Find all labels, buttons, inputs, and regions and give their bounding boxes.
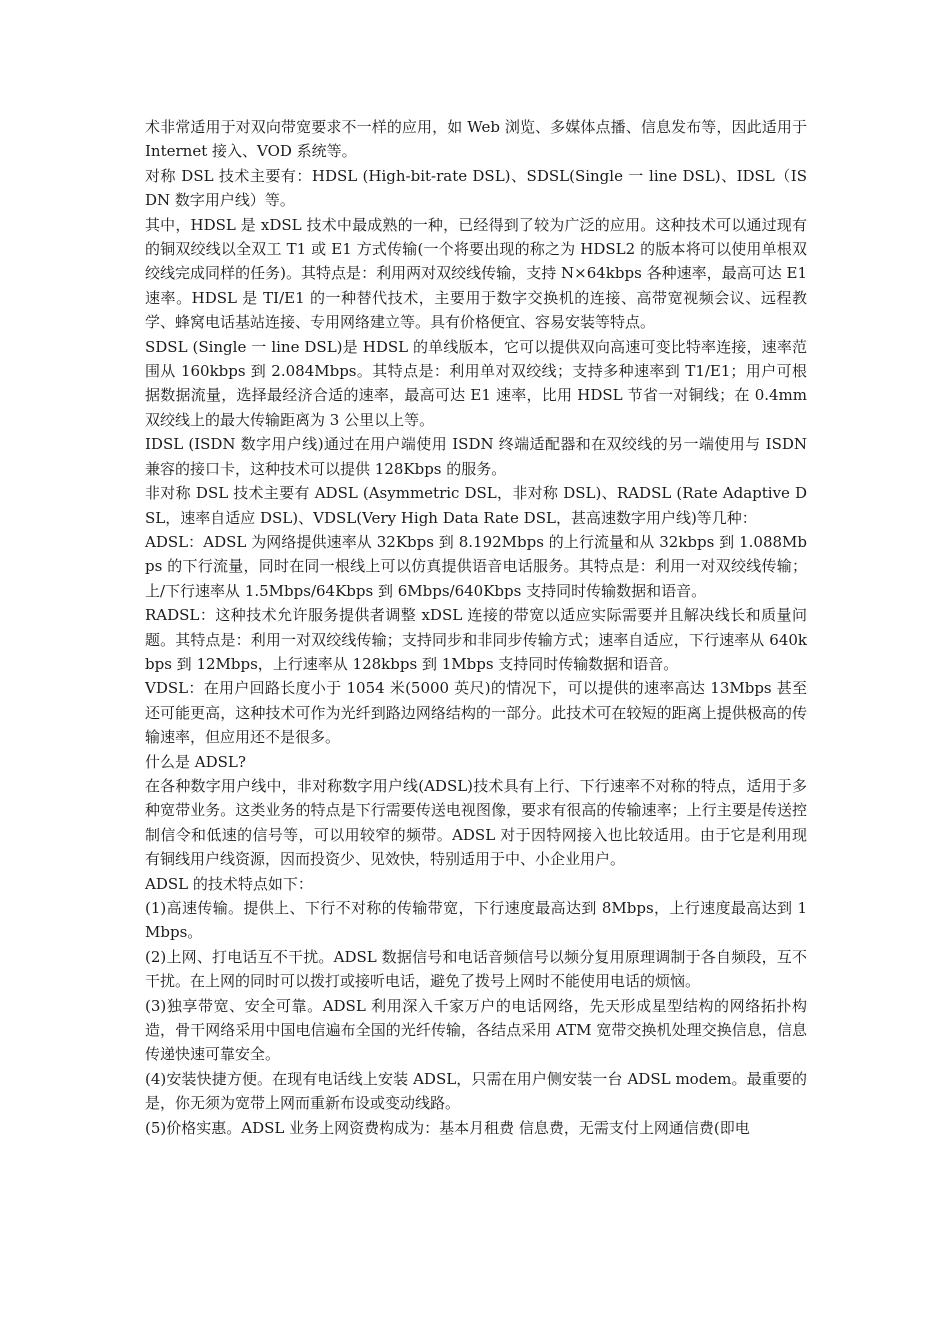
list-item-feature-2: (2)上网、打电话互不干扰。ADSL 数据信号和电话音频信号以频分复用原理调制于各自频段，互不干扰。在上网的同时可以拨打或接听电话，避免了拨号上网时不能使用电话的烦恼。 bbox=[145, 947, 807, 991]
heading-adsl-features: ADSL 的技术特点如下： bbox=[145, 874, 313, 893]
heading-what-is-adsl: 什么是 ADSL? bbox=[145, 752, 246, 771]
document-body bbox=[145, 115, 807, 1140]
paragraph-adsl-overview: 在各种数字用户线中，非对称数字用户线(ADSL)技术具有上行、下行速率不对称的特点，适用于多种宽带业务。这类业务的特点是下行需要传送电视图像，要求有很高的传输速率；上行主要是传送控制信令和低速的信号等，可以用较窄的频带。ADSL 对于因特网接入也比较适用。由于它是利用现有铜线用户线资源，因而投资少、见效快，特别适用于中、小企业用户。 bbox=[145, 776, 807, 869]
paragraph-symmetric-dsl: 对称 DSL 技术主要有：HDSL (High-bit-rate DSL)、SDSL(Single 一 line DSL)、IDSL（ISDN 数字用户线）等。 bbox=[145, 166, 807, 210]
paragraph-sdsl: SDSL (Single 一 line DSL)是 HDSL 的单线版本，它可以提供双向高速可变比特率连接，速率范围从 160kbps 到 2.084Mbps。其特点是：利用单对双绞线；支持多种速率到 T1/E1；用户可根据数据流量，选择最经济合适的速率，最高可达 E1 速率，比用 HDSL 节省一对铜线；在 0.4mm 双绞线上的最大传输距离为 3 公里以上等。 bbox=[145, 337, 807, 429]
paragraph-radsl: RADSL：这种技术允许服务提供者调整 xDSL 连接的带宽以适应实际需要并且解决线长和质量问题。其特点是：利用一对双绞线传输；支持同步和非同步传输方式；速率自适应，下行速率从 640kbps 到 12Mbps，上行速率从 128kbps 到 1Mbps 支持同时传输数据和语音。 bbox=[145, 606, 807, 673]
paragraph-idsl: IDSL (ISDN 数字用户线)通过在用户端使用 ISDN 终端适配器和在双绞线的另一端使用与 ISDN 兼容的接口卡，这种技术可以提供 128Kbps 的服务。 bbox=[145, 435, 807, 478]
list-item-feature-4: (4)安装快捷方便。在现有电话线上安装 ADSL，只需在用户侧安装一台 ADSL modem。最重要的是，你无须为宽带上网而重新布设或变动线路。 bbox=[145, 1069, 807, 1113]
paragraph-asymmetric-dsl: 非对称 DSL 技术主要有 ADSL (Asymmetric DSL，非对称 DSL)、RADSL (Rate Adaptive DSL，速率自适应 DSL)、VDSL(Very High Data Rate DSL，甚高速数字用户线)等几种： bbox=[145, 484, 807, 527]
list-item-feature-3: (3)独享带宽、安全可靠。ADSL 利用深入千家万户的电话网络，先天形成星型结构的网络拓扑构造，骨干网络采用中国电信遍布全国的光纤传输，各结点采用 ATM 宽带交换机处理交换信息，信息传递快速可靠安全。 bbox=[145, 996, 807, 1064]
list-item-feature-5: (5)价格实惠。ADSL 业务上网资费构成为：基本月租费 信息费，无需支付上网通信费(即电 bbox=[145, 1118, 750, 1137]
list-item-feature-1: (1)高速传输。提供上、下行不对称的传输带宽，下行速度最高达到 8Mbps，上行速度最高达到 1Mbps。 bbox=[145, 899, 807, 942]
paragraph-asymmetric-apps: 术非常适用于对双向带宽要求不一样的应用，如 Web 浏览、多媒体点播、信息发布等，因此适用于 Internet 接入、VOD 系统等。 bbox=[145, 118, 807, 161]
paragraph-hdsl: 其中，HDSL 是 xDSL 技术中最成熟的一种，已经得到了较为广泛的应用。这种技术可以通过现有的铜双绞线以全双工 T1 或 E1 方式传输(一个将要出现的称之为 HDSL2 的版本将可以使用单根双绞线完成同样的任务)。其特点是：利用两对双绞线传输，支持 N×64kbps 各种速率，最高可达 E1 速率。HDSL 是 TI/E1 的一种替代技术，主要用于数字交换机的连接、高带宽视频会议、远程教学、蜂窝电话基站连接、专用网络建立等。具有价格便宜、容易安装等特点。 bbox=[145, 215, 807, 332]
paragraph-adsl: ADSL：ADSL 为网络提供速率从 32Kbps 到 8.192Mbps 的上行流量和从 32kbps 到 1.088Mbps 的下行流量，同时在同一根线上可以仿真提供语音电话服务。其特点是：利用一对双绞线传输；上/下行速率从 1.5Mbps/64Kbps 到 6Mbps/640Kbps 支持同时传输数据和语音。 bbox=[145, 532, 807, 600]
paragraph-vdsl: VDSL：在用户回路长度小于 1054 米(5000 英尺)的情况下，可以提供的速率高达 13Mbps 甚至还可能更高，这种技术可作为光纤到路边网络结构的一部分。此技术可在较短的距离上提供极高的传输速率，但应用还不是很多。 bbox=[145, 679, 807, 747]
